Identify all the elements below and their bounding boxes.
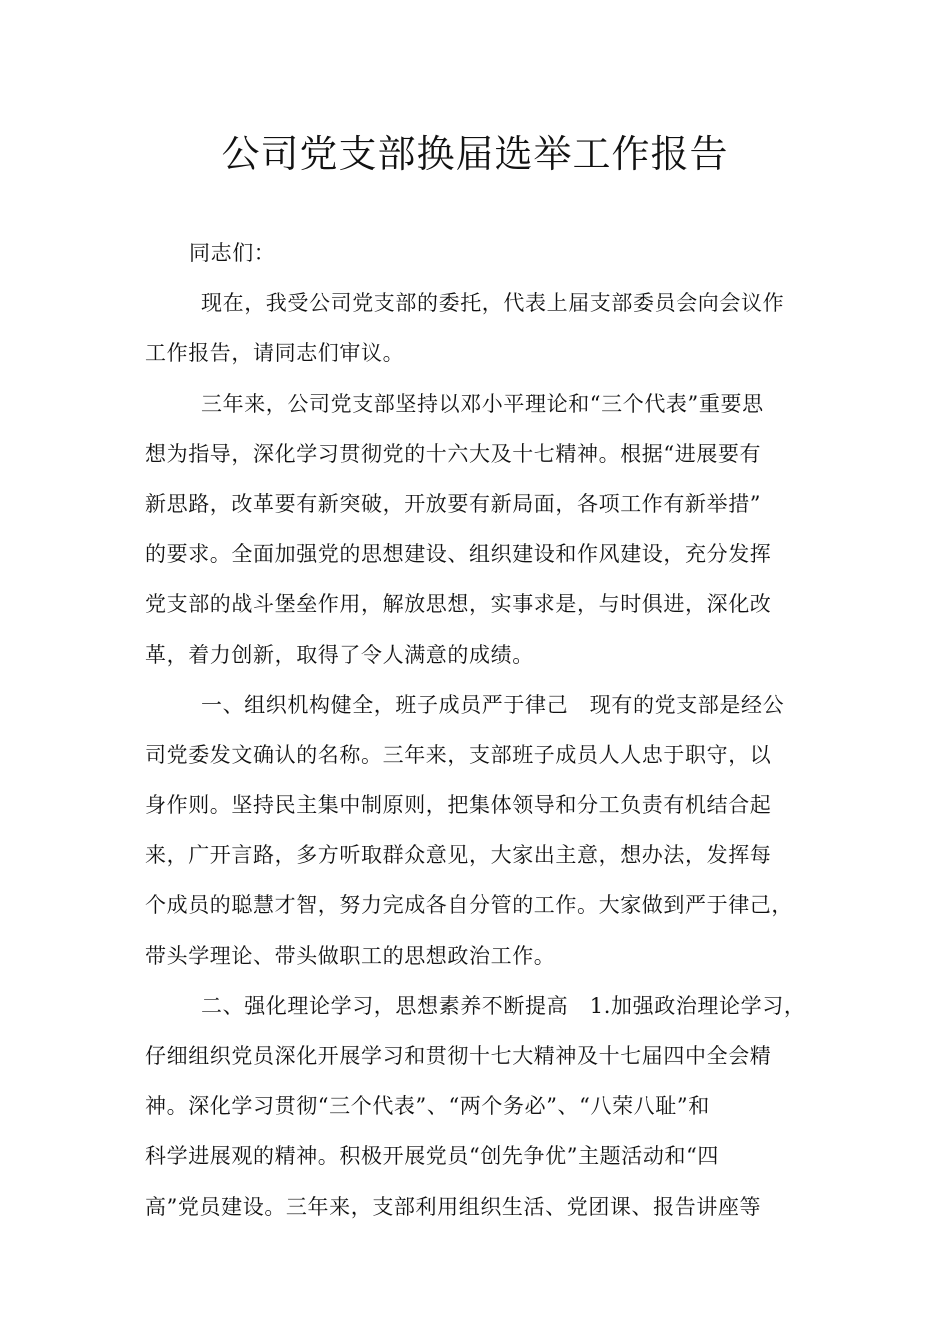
paragraph-line: 司党委发文确认的名称。三年来，支部班子成员人人忠于职守，以 (145, 742, 772, 767)
paragraph-line: 工作报告，请同志们审议。 (145, 341, 405, 366)
paragraph-line: 仔细组织党员深化开展学习和贯彻十七大精神及十七届四中全会精 (145, 1044, 772, 1068)
paragraph-line: 来，广开言路，多方听取群众意见，大家出主意，想办法，发挥每 (145, 843, 772, 868)
paragraph-line: 神。深化学习贯彻“三个代表”、“两个务必”、“八荣八耻”和 (145, 1094, 710, 1119)
paragraph-line: 一、组织机构健全，班子成员严于律己 现有的党支部是经公 (201, 692, 785, 717)
paragraph-line: 革，着力创新，取得了令人满意的成绩。 (145, 642, 534, 667)
paragraph-line: 高”党员建设。三年来，支部利用组织生活、党团课、报告讲座等 (145, 1194, 762, 1219)
document-body (145, 228, 835, 1232)
salutation-line: 同志们： (189, 241, 276, 265)
paragraph-line: 科学进展观的精神。积极开展党员“创先争优”主题活动和“四 (145, 1144, 720, 1169)
paragraph-line: 新思路，改革要有新突破，开放要有新局面，各项工作有新举措” (145, 491, 762, 516)
paragraph-line: 现在，我受公司党支部的委托，代表上届支部委员会向会议作 (201, 291, 785, 316)
document-title: 公司党支部换届选举工作报告 (221, 132, 729, 176)
paragraph-line: 党支部的战斗堡垒作用，解放思想，实事求是，与时俱进，深化改 (145, 592, 772, 617)
paragraph-line: 带头学理论、带头做职工的思想政治工作。 (145, 943, 556, 968)
paragraph-line: 二、强化理论学习，思想素养不断提高 1.加强政治理论学习， (201, 993, 806, 1018)
paragraph-line: 想为指导，深化学习贯彻党的十六大及十七精神。根据“进展要有 (145, 441, 762, 466)
paragraph-line: 个成员的聪慧才智，努力完成各自分管的工作。大家做到严于律己， (145, 893, 793, 918)
paragraph-line: 的要求。全面加强党的思想建设、组织建设和作风建设，充分发挥 (145, 542, 772, 567)
paragraph-line: 身作则。坚持民主集中制原则，把集体领导和分工负责有机结合起 (145, 793, 772, 818)
paragraph-line: 三年来，公司党支部坚持以邓小平理论和“三个代表”重要思 (201, 391, 764, 416)
